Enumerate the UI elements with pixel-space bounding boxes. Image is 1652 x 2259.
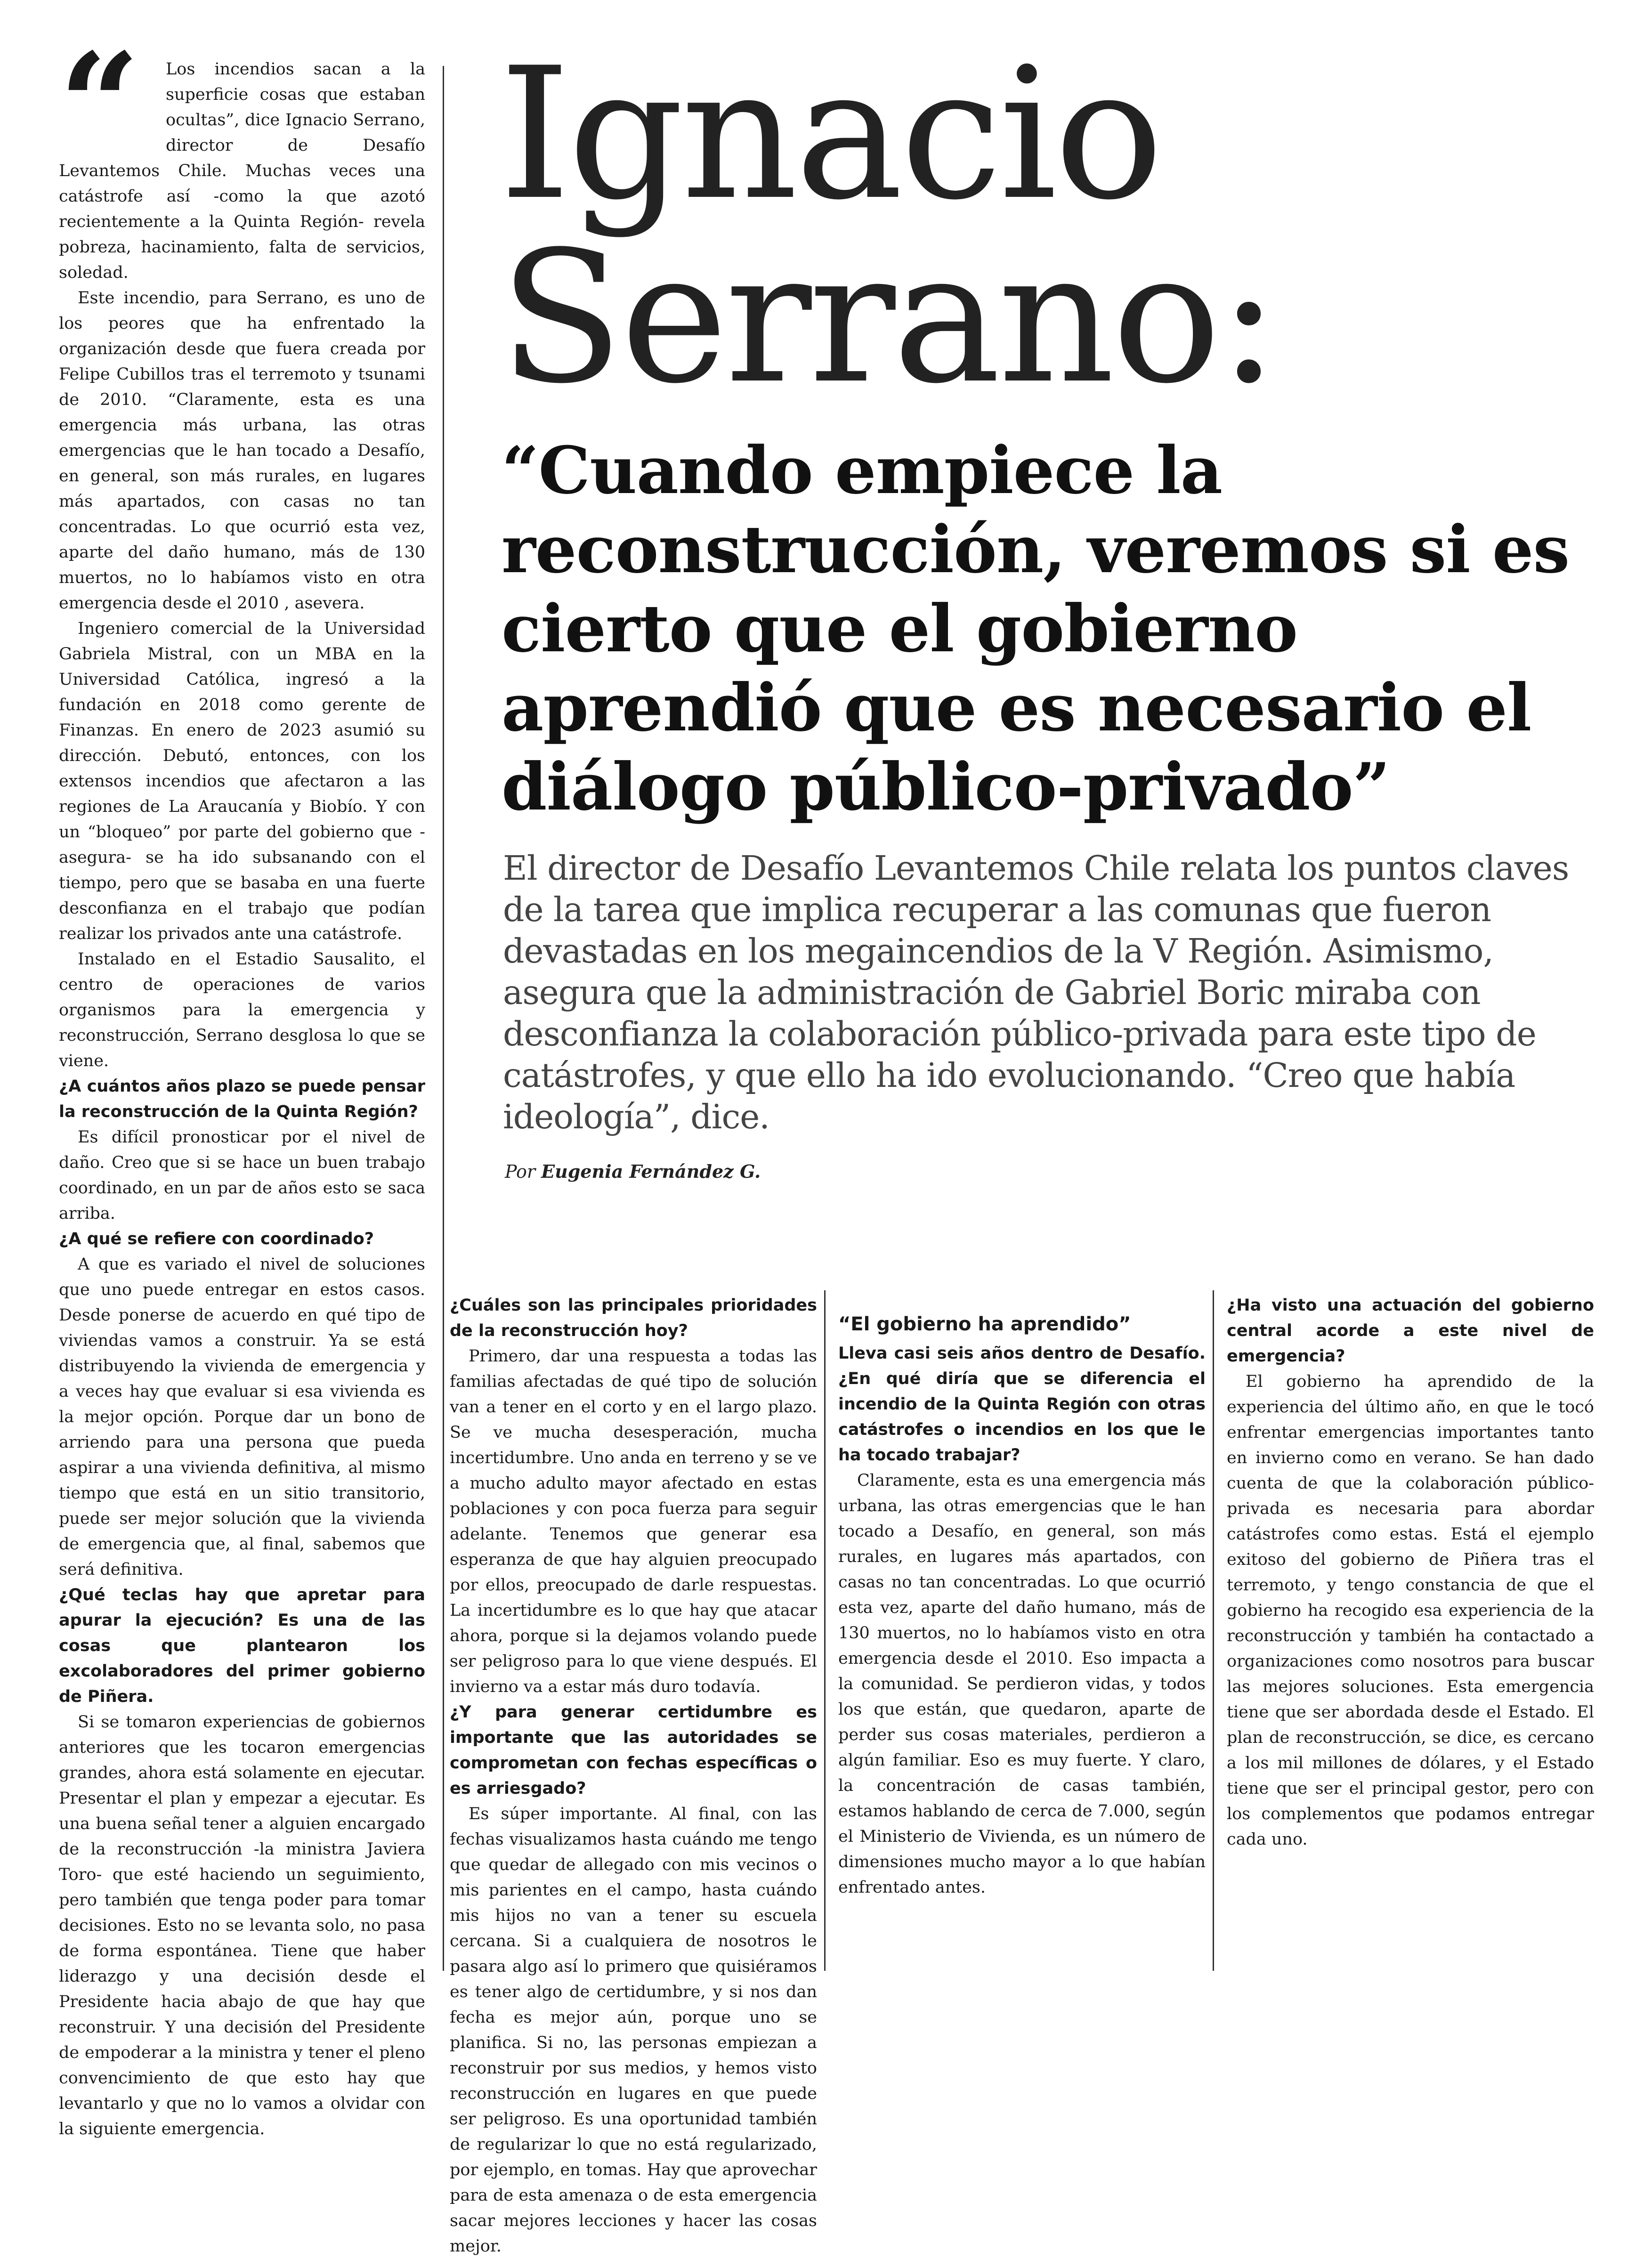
interview-answer: Primero, dar una respuesta a todas las familias afectadas de qué tipo de solución van a tener en el corto y en el largo plazo. Se ve mucha desesperación, mucha incertidumbre. Uno anda en terreno y se ve a mucho adulto mayor afectado en estas poblaciones y con poca fuerza para seguir adelante. Tenemos que generar esa esperanza de que hay alguien preocupado por ellos, preocupado de darle respuestas. La incertidumbre es lo que hay que atacar ahora, porque si la dejamos volando puede ser peligroso para lo que viene después. El invierno va a estar más duro todavía. (450, 1347, 817, 1696)
interview-answer: Si se tomaron experiencias de gobiernos anteriores que les tocaron emergencias grandes, ahora está solamente en ejecutar. Presentar el plan y empezar a ejecutar. Es una buena señal tener a alguien encargado de la reconstrucción -la ministra Javiera Toro- que esté haciendo un seguimiento, pero también que tenga poder para tomar decisiones. Esto no se levanta solo, no pasa de forma espontánea. Tiene que haber liderazgo y una decisión desde el Presidente hacia abajo de que hay que reconstruir. Y una decisión del Presidente de empoderar a la ministra y tener el pleno convencimiento de que esto hay que levantarlo y que no lo vamos a olvidar con la siguiente emergencia. (59, 1713, 425, 2138)
article-column-4 (1227, 1293, 1594, 1852)
interview-question: ¿Qué teclas hay que apretar para apurar la ejecución? Es una de las cosas que plantearon los excolaboradores del primer gobierno de Piñera. (59, 1586, 425, 1706)
byline (505, 1161, 761, 1182)
interview-answer: Claramente, esta es una emergencia más urbana, las otras emergencias que le han tocado a Desafío, en general, son más rurales, en lugares más apartados, con casas no tan concentradas. Lo que ocurrió esta vez, aparte del daño humano, más de 130 muertos, no lo habíamos visto en otra emergencia desde el 2010. Eso impacta a la comunidad. Se perdieron vidas, y todos los que están, que quedaron, aparte de perder sus cosas materiales, perdieron a algún familiar. Eso es muy fuerte. Y claro, la concentración de casas también, estamos hablando de cerca de 7.000, según el Ministerio de Vivienda, es un número de dimensiones mucho mayor a lo que habían enfrentado antes. (838, 1471, 1206, 1897)
article-column-2 (450, 1293, 817, 2259)
name-line-2: Serrano: (499, 212, 1277, 423)
headline-quote: “Cuando empiece la reconstrucción, veremos si es cierto que el gobierno aprendió que es necesario el diálogo público-privado” (502, 432, 1570, 825)
interview-answer: Es difícil pronosticar por el nivel de daño. Creo que si se hace un buen trabajo coordinado, en un par de años esto se saca arriba. (59, 1128, 425, 1223)
byline-author: Eugenia Fernández G. (541, 1161, 761, 1182)
interview-question: ¿A qué se refiere con coordinado? (59, 1230, 374, 1248)
interview-question: Lleva casi seis años dentro de Desafío. ¿En qué diría que se diferencia el incendio de la Quinta Región con otras catástrofes o incendios en los que le ha tocado trabajar? (838, 1344, 1206, 1465)
name-line-1: Ignacio (499, 29, 1161, 240)
person-name-title (499, 29, 1611, 423)
column-rule (824, 1290, 826, 1971)
left-column (59, 22, 425, 2142)
column-rule (443, 66, 444, 1971)
interview-question: ¿Y para generar certidumbre es importante que las autoridades se comprometan con fechas específicas o es arriesgado? (450, 1703, 817, 1798)
article-paragraph: Instalado en el Estadio Sausalito, el centro de operaciones de varios organismos para la emergencia y reconstrucción, Serrano desglosa lo que se viene. (59, 950, 425, 1070)
interview-answer: Es súper importante. Al final, con las fechas visualizamos hasta cuándo me tengo que quedar de allegado con mis vecinos o mis parientes en el campo, hasta cuándo mis hijos no van a tener su escuela cercana. Si a cualquiera de nosotros le pasara algo así lo primero que quisiéramos es tener algo de certidumbre, y si nos dan fecha es mejor aún, porque uno se planifica. Si no, las personas empiezan a reconstruir por sus medios, y hemos visto reconstrucción en lugares en que puede ser peligroso. Es una oportunidad también de regularizar lo que no está regularizado, por ejemplo, en tomas. Hay que aprovechar para de esta amenaza o de esta emergencia sacar mejores lecciones y hacer las cosas mejor. (450, 1805, 817, 2256)
interview-question: ¿A cuántos años plazo se puede pensar la reconstrucción de la Quinta Región? (59, 1077, 425, 1121)
article-paragraph: Ingeniero comercial de la Universidad Gabriela Mistral, con un MBA en la Universidad Católica, ingresó a la fundación en 2018 como gerente de Finanzas. En enero de 2023 asumió su dirección. Debutó, entonces, con los extensos incendios que afectaron a las regiones de La Araucanía y Biobío. Y con un “bloqueo” por parte del gobierno que -asegura- se ha ido subsanando con el tiempo, pero que se basaba en una fuerte desconfianza en el trabajo que podían realizar los privados ante una catástrofe. (59, 619, 425, 943)
interview-question: ¿Cuáles son las principales prioridades de la reconstrucción hoy? (450, 1296, 817, 1340)
article-paragraph: Este incendio, para Serrano, es uno de los peores que ha enfrentado la organización desde que fuera creada por Felipe Cubillos tras el terremoto y tsunami de 2010. “Claramente, esta es una emergencia más urbana, las otras emergencias que le han tocado a Desafío, en general, son más rurales, en lugares más apartados, con casas no tan concentradas. Lo que ocurrió esta vez, aparte del daño humano, más de 130 muertos, no lo habíamos visto en otra emergencia desde el 2010 , asevera. (59, 289, 425, 613)
deck-summary: El director de Desafío Levantemos Chile relata los puntos claves de la tarea que implica recuperar a las comunas que fueron devastadas en los megaincendios de la V Región. Asimismo, asegura que la administración de Gabriel Boric miraba con desconfianza la colaboración público-privada para este tipo de catástrofes, y que ello ha ido evolucionando. “Creo que había ideología”, dice. (503, 849, 1569, 1136)
interview-answer: El gobierno ha aprendido de la experiencia del último año, en que le tocó enfrentar emergencias importantes tanto en invierno como en verano. Se han dado cuenta de que la colaboración público-privada es necesaria para abordar catástrofes como estas. Está el ejemplo exitoso del gobierno de Piñera tras el terremoto, y tengo constancia de que el gobierno ha recogido esa experiencia de la reconstrucción y también ha contactado a organizaciones como nosotros para buscar las mejores soluciones. Esta emergencia tiene que ser abordada desde el Estado. El plan de reconstrucción, se dice, es cercano a los mil millones de dólares, y el Estado tiene que ser el principal gestor, pero con los complementos que podamos entregar cada uno. (1227, 1372, 1594, 1849)
section-subhead: “El gobierno ha aprendido” (838, 1313, 1131, 1335)
interview-question: ¿Ha visto una actuación del gobierno central acorde a este nivel de emergencia? (1227, 1296, 1594, 1366)
byline-prefix: Por (505, 1161, 536, 1182)
interview-answer: A que es variado el nivel de soluciones que uno puede entregar en estos casos. Desde ponerse de acuerdo en qué tipo de viviendas vamos a construir. Ya se está distribuyendo la vivienda de emergencia y a veces hay que evaluar si esa vivienda es la mejor opción. Porque dar un bono de arriendo para una persona que pueda aspirar a una vivienda definitiva, al mismo tiempo que está en un sitio transitorio, puede ser mejor solución que la vivienda de emergencia que, al final, sabemos que será definitiva. (59, 1255, 425, 1579)
column-rule (1213, 1290, 1214, 1971)
quote-mark: “ (59, 22, 140, 188)
article-column-3 (838, 1293, 1206, 1900)
article-paragraph: Los incendios sacan a la superficie cosas que estaban ocultas”, dice Ignacio Serrano, director de Desafío Levantemos Chile. Muchas veces una catástrofe así -como la que azotó recientemente a la Quinta Región- revela pobreza, hacinamiento, falta de servicios, soledad. (59, 60, 425, 282)
